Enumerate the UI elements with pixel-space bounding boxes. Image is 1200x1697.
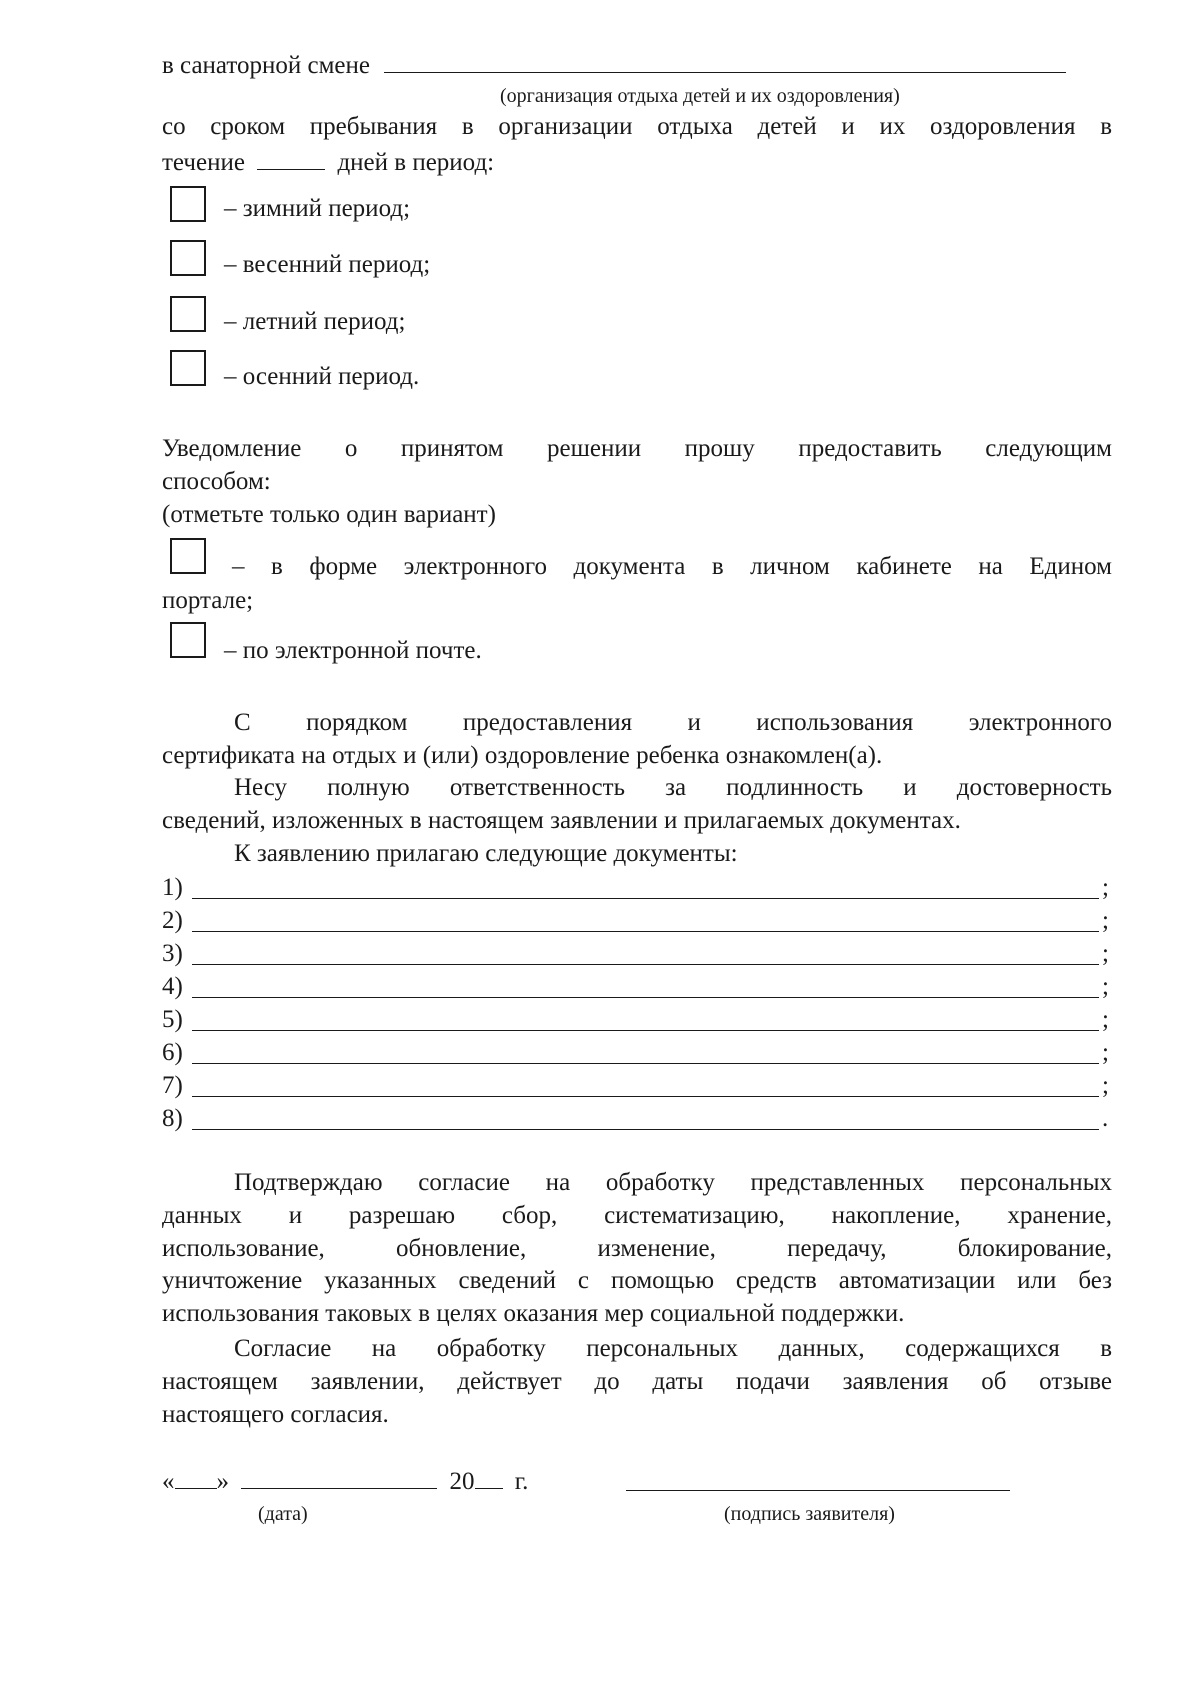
doc-field-6[interactable] <box>192 1038 1099 1064</box>
doc-end: ; <box>1102 874 1109 901</box>
doc-end: ; <box>1102 940 1109 967</box>
doc-field-3[interactable] <box>192 939 1099 965</box>
sanatorium-line <box>162 48 1112 81</box>
period-autumn-checkbox[interactable] <box>170 350 206 386</box>
period-summer-checkbox[interactable] <box>170 296 206 332</box>
month-field[interactable] <box>241 1464 437 1489</box>
sanatorium-label: в санаторной смене <box>162 52 370 79</box>
doc-number: 4) <box>162 973 183 1000</box>
consent-line-4: уничтожение указанных сведений с помощью средств автоматизации или без <box>162 1267 1112 1294</box>
doc-field-8[interactable] <box>192 1104 1099 1130</box>
doc-number: 3) <box>162 940 183 967</box>
date-caption: (дата) <box>258 1503 308 1525</box>
day-field[interactable] <box>175 1464 217 1489</box>
doc-number: 6) <box>162 1039 183 1066</box>
doc-end: ; <box>1102 1072 1109 1099</box>
doc-number: 8) <box>162 1105 183 1132</box>
org-caption: (организация отдыха детей и их оздоровления) <box>500 85 900 107</box>
signature-field[interactable] <box>626 1464 1010 1491</box>
quote-close: » <box>216 1468 229 1495</box>
notify-email-label: – по электронной почте. <box>224 637 482 664</box>
period-summer-label: – летний период; <box>224 308 406 335</box>
notify-portal-label: – в форме электронного документа в личном кабинете на Едином <box>232 553 1112 580</box>
sanatorium-field[interactable] <box>384 48 1066 73</box>
doc-number: 2) <box>162 907 183 934</box>
doc-end: ; <box>1102 1006 1109 1033</box>
doc-number: 1) <box>162 874 183 901</box>
doc-field-1[interactable] <box>192 873 1099 899</box>
notification-hint: (отметьте только один вариант) <box>162 501 496 528</box>
date-row <box>162 1464 528 1497</box>
ack-p1-line-1: С порядком предоставления и использования электронного <box>234 709 1112 736</box>
notify-portal-label-cont: портале; <box>162 587 254 614</box>
signature-caption: (подпись заявителя) <box>724 1503 895 1525</box>
consent-line-5: использования таковых в целях оказания мер социальной поддержки. <box>162 1300 905 1327</box>
doc-field-4[interactable] <box>192 972 1099 998</box>
notification-line-1: Уведомление о принятом решении прошу предоставить следующим <box>162 435 1112 462</box>
year-field[interactable] <box>475 1464 503 1489</box>
consent-line-1: Подтверждаю согласие на обработку представленных персональных <box>234 1169 1112 1196</box>
period-spring-checkbox[interactable] <box>170 240 206 276</box>
doc-end: ; <box>1102 1039 1109 1066</box>
year-prefix: 20 <box>449 1468 475 1495</box>
days-period-label: дней в период: <box>337 149 495 176</box>
stay-line-2 <box>162 145 1112 178</box>
quote-open: « <box>162 1468 175 1495</box>
period-spring-label: – весенний период; <box>224 251 431 278</box>
consent-line-2: данных и разрешаю сбор, систематизацию, накопление, хранение, <box>162 1202 1112 1229</box>
doc-end: . <box>1102 1105 1109 1132</box>
doc-number: 7) <box>162 1072 183 1099</box>
consent-line-3: использование, обновление, изменение, передачу, блокирование, <box>162 1235 1112 1262</box>
period-winter-label: – зимний период; <box>224 195 411 222</box>
period-winter-checkbox[interactable] <box>170 186 206 222</box>
days-field[interactable] <box>257 145 325 170</box>
period-autumn-label: – осенний период. <box>224 363 420 390</box>
attachments-intro: К заявлению прилагаю следующие документы: <box>234 840 738 867</box>
doc-field-7[interactable] <box>192 1071 1099 1097</box>
ack-p2-line-1: Несу полную ответственность за подлинность и достоверность <box>234 774 1112 801</box>
doc-field-5[interactable] <box>192 1005 1099 1031</box>
notify-email-checkbox[interactable] <box>170 622 206 658</box>
validity-line-2: настоящем заявлении, действует до даты подачи заявления об отзыве <box>162 1368 1112 1395</box>
validity-line-1: Согласие на обработку персональных данных, содержащихся в <box>234 1335 1112 1362</box>
doc-end: ; <box>1102 907 1109 934</box>
doc-field-2[interactable] <box>192 906 1099 932</box>
ack-p2-line-2: сведений, изложенных в настоящем заявлении и прилагаемых документах. <box>162 807 961 834</box>
during-label: течение <box>162 149 245 176</box>
notify-portal-checkbox[interactable] <box>170 538 206 574</box>
notification-line-2: способом: <box>162 468 271 495</box>
doc-number: 5) <box>162 1006 183 1033</box>
validity-line-3: настоящего согласия. <box>162 1401 389 1428</box>
ack-p1-line-2: сертификата на отдых и (или) оздоровление ребенка ознакомлен(а). <box>162 742 883 769</box>
stay-line-1: со сроком пребывания в организации отдыха детей и их оздоровления в <box>162 113 1112 140</box>
year-suffix: г. <box>514 1468 529 1495</box>
doc-end: ; <box>1102 973 1109 1000</box>
